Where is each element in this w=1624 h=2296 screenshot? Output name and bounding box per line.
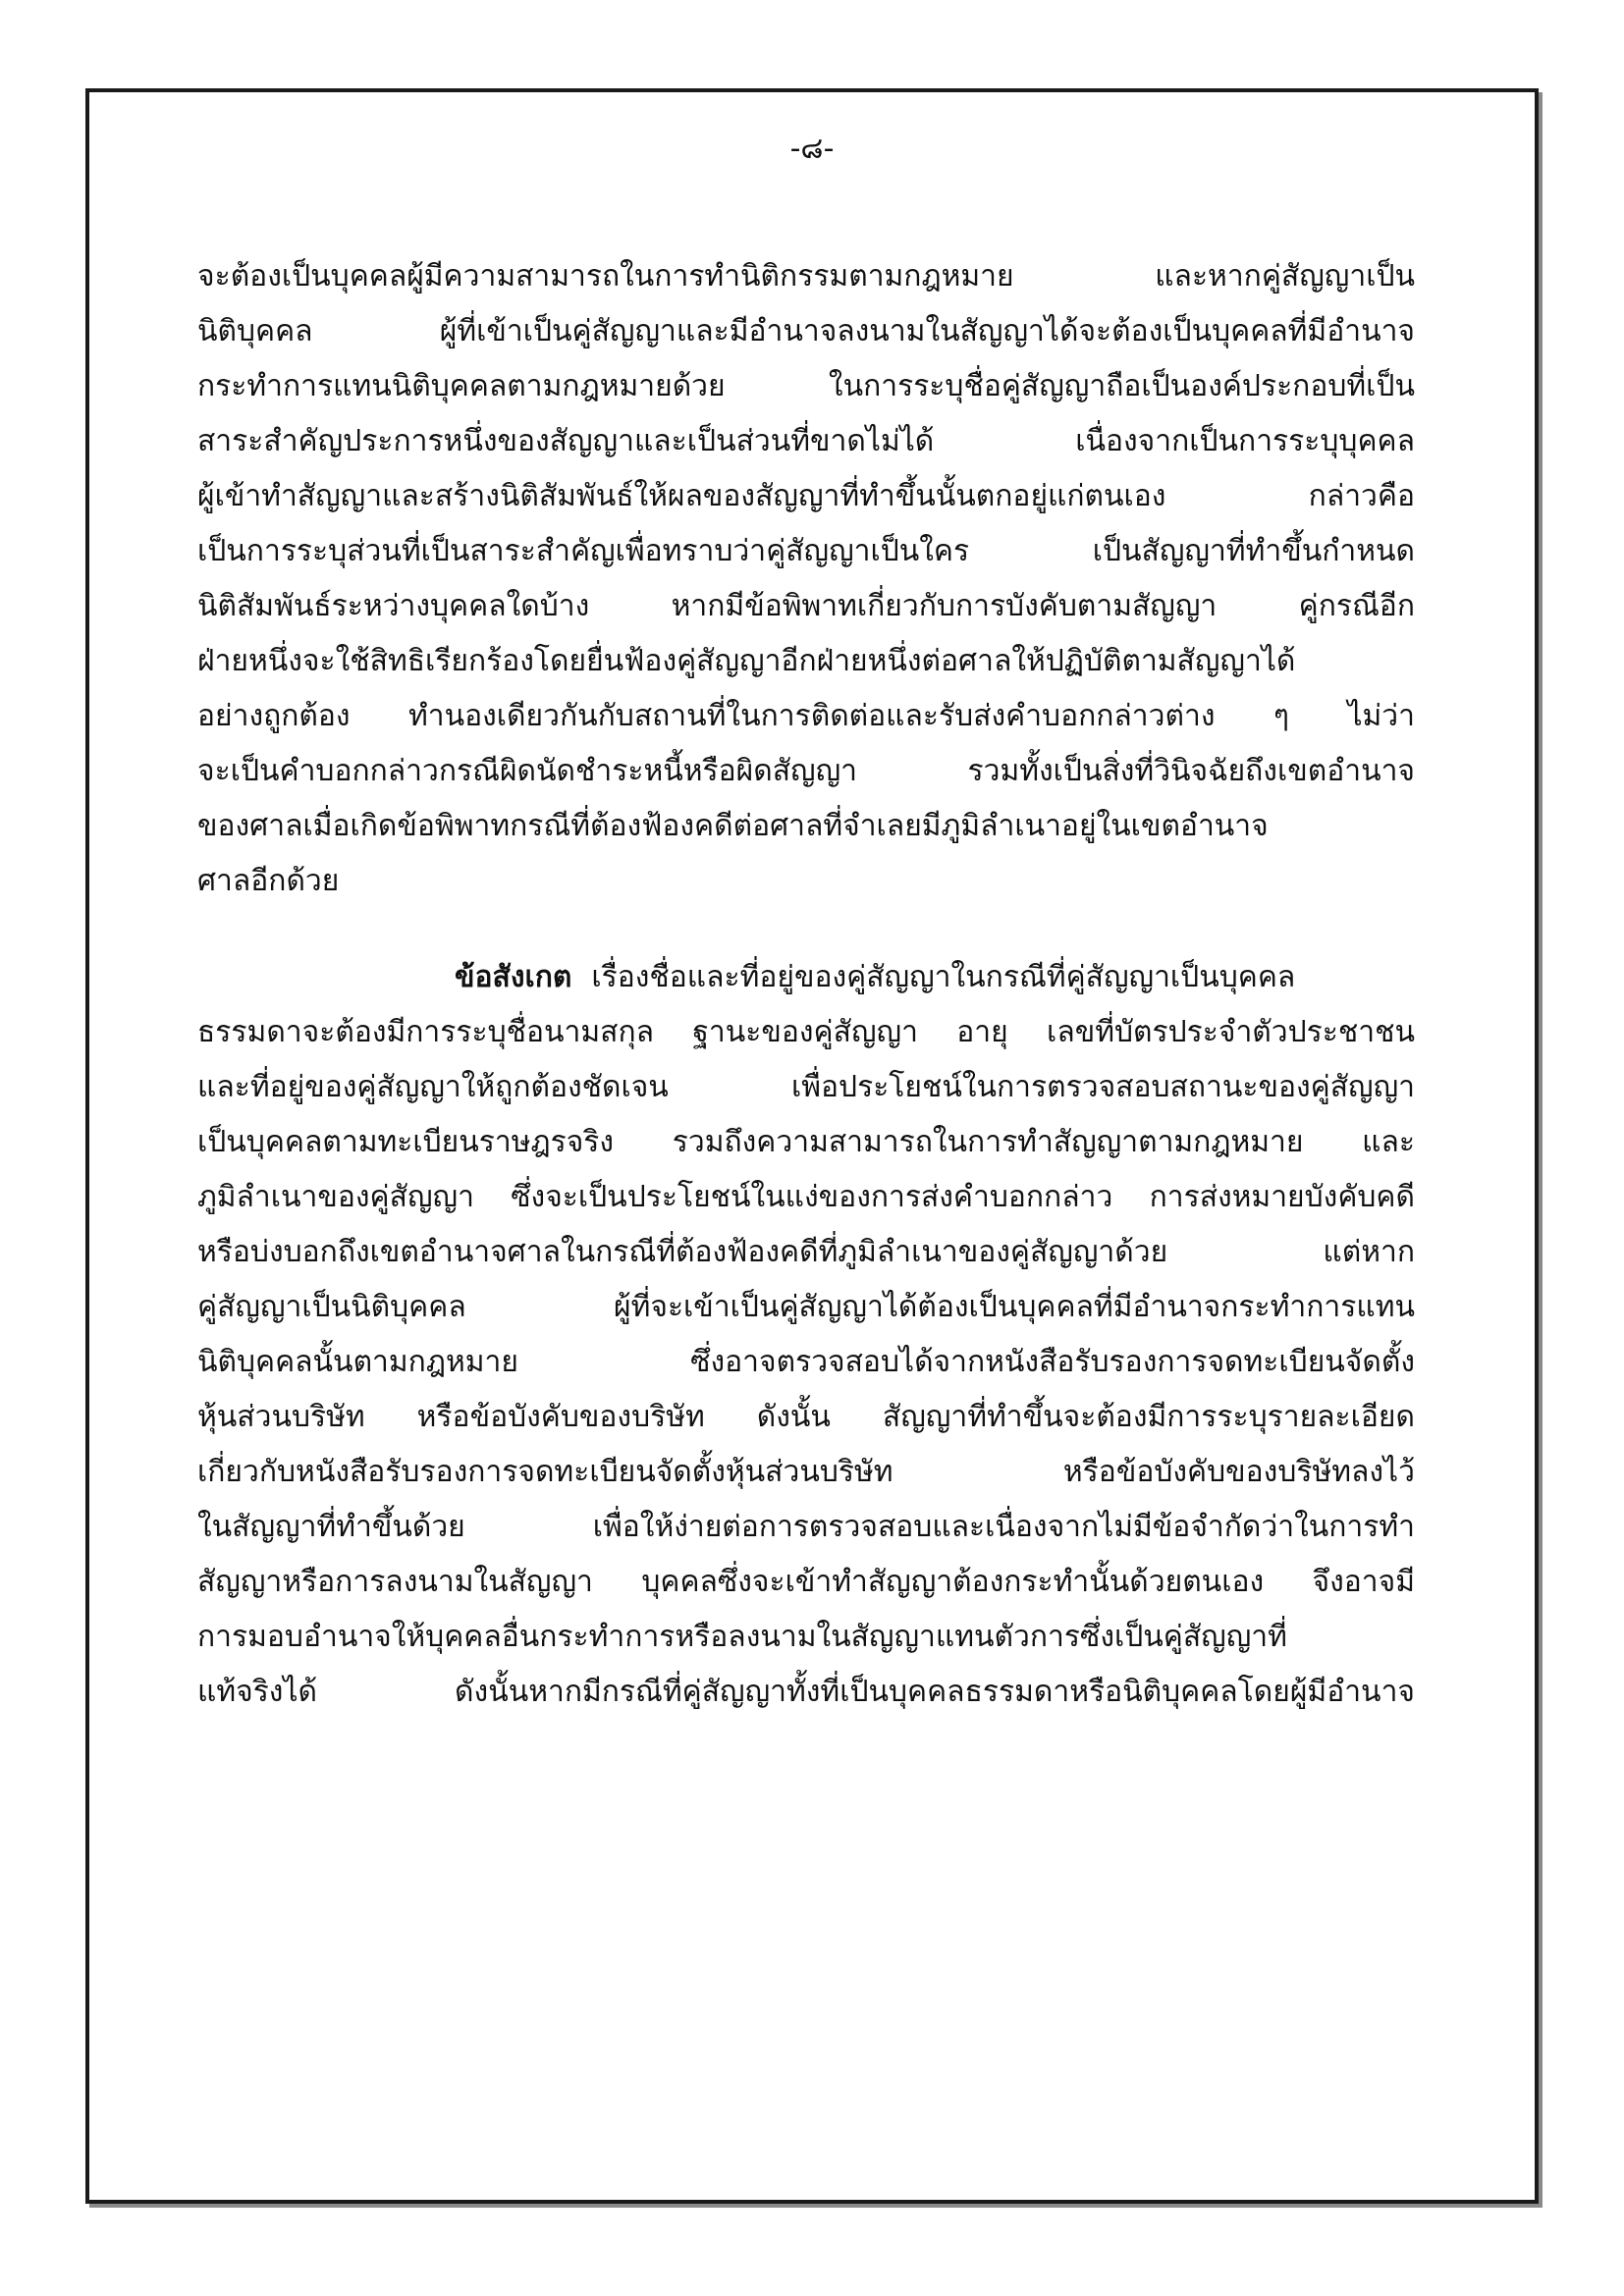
paragraph-line: การมอบอำนาจให้บุคคลอื่นกระทำการหรือลงนามในสัญญาแทนตัวการซึ่งเป็นคู่สัญญาที่ — [197, 1620, 1287, 1654]
paragraph-line: กระทำการแทนนิติบุคคลตามกฎหมายด้วย ในการระบุชื่อคู่สัญญาถือเป็นองค์ประกอบที่เป็น — [197, 369, 1415, 403]
note-heading: ข้อสังเกต — [455, 960, 572, 994]
paragraph-line: สาระสำคัญประการหนึ่งของสัญญาและเป็นส่วนที่ขาดไม่ได้ เนื่องจากเป็นการระบุบุคคล — [197, 424, 1415, 458]
document-body — [197, 249, 1415, 1720]
paragraph-line: ผู้เข้าทำสัญญาและสร้างนิติสัมพันธ์ให้ผลของสัญญาที่ทำขึ้นนั้นตกอยู่แก่ตนเอง กล่าวคือ — [197, 479, 1415, 513]
page-number: -๘- — [789, 132, 835, 166]
paragraph-line: เป็นบุคคลตามทะเบียนราษฎรจริง รวมถึงความสามารถในการทำสัญญาตามกฎหมาย และ — [197, 1125, 1415, 1159]
paragraph-line: และที่อยู่ของคู่สัญญาให้ถูกต้องชัดเจน เพื่อประโยชน์ในการตรวจสอบสถานะของคู่สัญญา — [197, 1070, 1415, 1104]
paragraph-line: ภูมิลำเนาของคู่สัญญา ซึ่งจะเป็นประโยชน์ในแง่ของการส่งคำบอกกล่าว การส่งหมายบังคับคดี — [197, 1180, 1415, 1214]
paragraph-line: เกี่ยวกับหนังสือรับรองการจดทะเบียนจัดตั้งหุ้นส่วนบริษัท หรือข้อบังคับของบริษัทลงไว้ — [197, 1455, 1415, 1489]
paragraph-line: อย่างถูกต้อง ทำนองเดียวกันกับสถานที่ในการติดต่อและรับส่งคำบอกกล่าวต่าง ๆ ไม่ว่า — [197, 699, 1415, 733]
indent — [197, 950, 455, 1005]
paragraph-line: แท้จริงได้ ดังนั้นหากมีกรณีที่คู่สัญญาทั้งที่เป็นบุคคลธรรมดาหรือนิติบุคคลโดยผู้มีอำนาจ — [197, 1675, 1415, 1709]
note-first-line-text: เรื่องชื่อและที่อยู่ของคู่สัญญาในกรณีที่คู่สัญญาเป็นบุคคล — [591, 960, 1296, 994]
paragraph-line: สัญญาหรือการลงนามในสัญญา บุคคลซึ่งจะเข้าทำสัญญาต้องกระทำนั้นด้วยตนเอง จึงอาจมี — [197, 1565, 1415, 1599]
paragraph-line: หุ้นส่วนบริษัท หรือข้อบังคับของบริษัท ดังนั้น สัญญาที่ทำขึ้นจะต้องมีการระบุรายละเอียด — [197, 1400, 1415, 1434]
paragraph-line: ฝ่ายหนึ่งจะใช้สิทธิเรียกร้องโดยยื่นฟ้องคู่สัญญาอีกฝ่ายหนึ่งต่อศาลให้ปฏิบัติตามสัญญาได้ — [197, 644, 1296, 678]
paragraph-line: เป็นการระบุส่วนที่เป็นสาระสำคัญเพื่อทราบว่าคู่สัญญาเป็นใคร เป็นสัญญาที่ทำขึ้นกำหนด — [197, 534, 1415, 568]
page-border-frame — [85, 88, 1539, 2204]
paragraph-line: จะต้องเป็นบุคคลผู้มีความสามารถในการทำนิติกรรมตามกฎหมาย และหากคู่สัญญาเป็น — [197, 259, 1415, 294]
paragraph-line: คู่สัญญาเป็นนิติบุคคล ผู้ที่จะเข้าเป็นคู่สัญญาได้ต้องเป็นบุคคลที่มีอำนาจกระทำการแทน — [197, 1290, 1415, 1324]
paragraph-line: นิติบุคคลนั้นตามกฎหมาย ซึ่งอาจตรวจสอบได้จากหนังสือรับรองการจดทะเบียนจัดตั้ง — [197, 1345, 1415, 1379]
paragraph-line: หรือบ่งบอกถึงเขตอำนาจศาลในกรณีที่ต้องฟ้องคดีที่ภูมิลำเนาของคู่สัญญาด้วย แต่หาก — [197, 1235, 1415, 1269]
note-paragraph — [197, 950, 1415, 1720]
paragraph-line: ศาลอีกด้วย — [197, 864, 340, 898]
paragraph-line: ของศาลเมื่อเกิดข้อพิพาทกรณีที่ต้องฟ้องคดีต่อศาลที่จำเลยมีภูมิลำเนาอยู่ในเขตอำนาจ — [197, 809, 1269, 843]
note-first-line — [197, 950, 1415, 1005]
paragraph-line: ธรรมดาจะต้องมีการระบุชื่อนามสกุล ฐานะของคู่สัญญา อายุ เลขที่บัตรประจำตัวประชาชน — [197, 1015, 1415, 1049]
paragraph-line: นิติสัมพันธ์ระหว่างบุคคลใดบ้าง หากมีข้อพิพาทเกี่ยวกับการบังคับตามสัญญา คู่กรณีอีก — [197, 589, 1415, 623]
paragraph-1 — [197, 249, 1415, 909]
paragraph-gap — [197, 909, 1415, 950]
paragraph-line: นิติบุคคล ผู้ที่เข้าเป็นคู่สัญญาและมีอำนาจลงนามในสัญญาได้จะต้องเป็นบุคคลที่มีอำนาจ — [197, 314, 1415, 348]
paragraph-line: ในสัญญาที่ทำขึ้นด้วย เพื่อให้ง่ายต่อการตรวจสอบและเนื่องจากไม่มีข้อจำกัดว่าในการทำ — [197, 1510, 1415, 1544]
paragraph-line: จะเป็นคำบอกกล่าวกรณีผิดนัดชำระหนี้หรือผิดสัญญา รวมทั้งเป็นสิ่งที่วินิจฉัยถึงเขตอำนาจ — [197, 754, 1415, 788]
